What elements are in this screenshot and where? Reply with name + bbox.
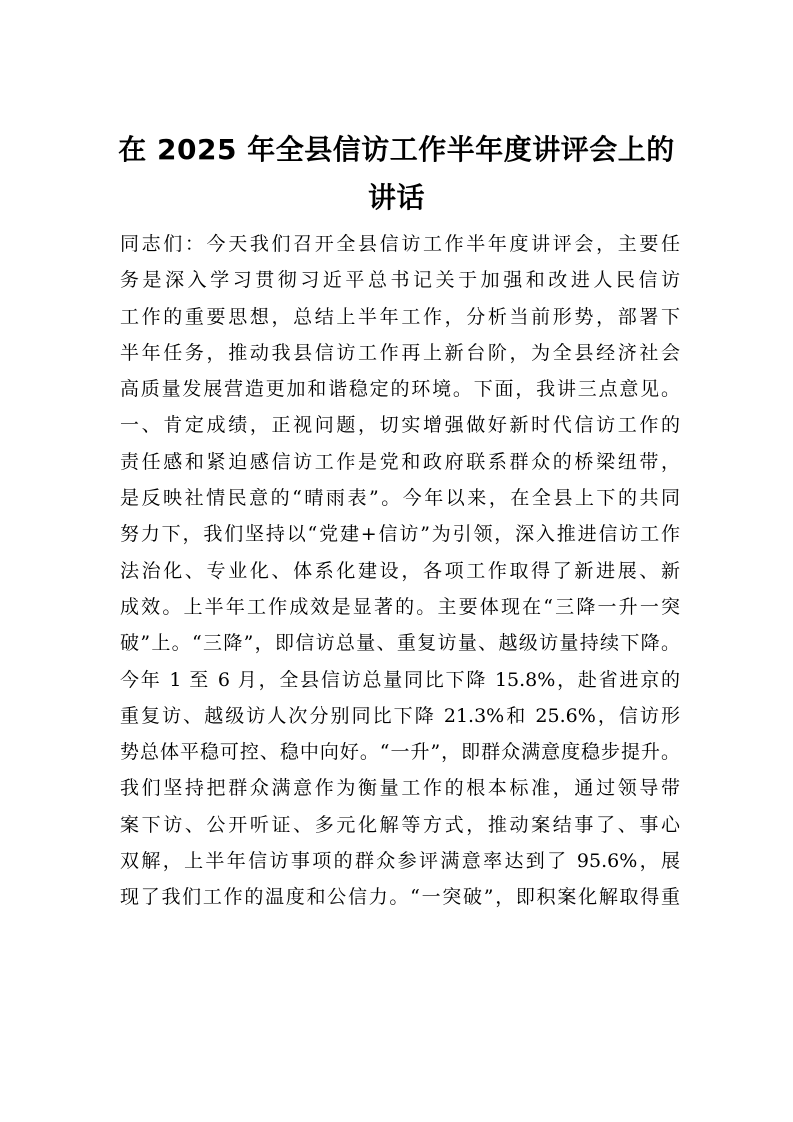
body-line: 案下访、公开听证、多元化解等方式，推动案结事了、事心 xyxy=(120,813,680,836)
body-line: 我们坚持把群众满意作为衡量工作的根本标准，通过领导带 xyxy=(120,777,680,800)
body-line: 务是深入学习贯彻习近平总书记关于加强和改进人民信访 xyxy=(120,269,680,292)
body-line: 法治化、专业化、体系化建设，各项工作取得了新进展、新 xyxy=(120,559,680,582)
body-line: 今年 1 至 6 月，全县信访总量同比下降 15.8%，赴省进京的 xyxy=(120,668,680,691)
body-line: 一、肯定成绩，正视问题，切实增强做好新时代信访工作的 xyxy=(120,414,680,437)
body-line: 重复访、越级访人次分别同比下降 21.3%和 25.6%，信访形 xyxy=(120,704,680,727)
body-line: 双解，上半年信访事项的群众参评满意率达到了 95.6%，展 xyxy=(120,850,680,873)
body-line: 势总体平稳可控、稳中向好。“一升”，即群众满意度稳步提升。 xyxy=(120,741,680,764)
body-line: 高质量发展营造更加和谐稳定的环境。下面，我讲三点意见。 xyxy=(120,378,680,401)
body-line: 同志们：今天我们召开全县信访工作半年度讲评会，主要任 xyxy=(120,233,680,255)
body-line: 责任感和紧迫感信访工作是党和政府联系群众的桥梁纽带， xyxy=(120,450,680,473)
body-line: 现了我们工作的温度和公信力。“一突破”，即积案化解取得重 xyxy=(120,886,680,909)
document-title xyxy=(110,126,683,222)
body-line: 工作的重要思想，总结上半年工作，分析当前形势，部署下 xyxy=(120,305,680,328)
body-line: 成效。上半年工作成效是显著的。主要体现在“三降一升一突 xyxy=(120,595,680,618)
document-body xyxy=(120,226,680,916)
body-line: 破”上。“三降”，即信访总量、重复访量、越级访量持续下降。 xyxy=(120,632,680,655)
title-line: 在 2025 年全县信访工作半年度讲评会上的 xyxy=(118,133,675,166)
title-line: 讲话 xyxy=(367,181,425,214)
body-line: 是反映社情民意的“晴雨表”。今年以来，在全县上下的共同 xyxy=(120,487,680,510)
body-line: 努力下，我们坚持以“党建+信访”为引领，深入推进信访工作 xyxy=(120,523,680,546)
body-line: 半年任务，推动我县信访工作再上新台阶，为全县经济社会 xyxy=(120,341,680,364)
